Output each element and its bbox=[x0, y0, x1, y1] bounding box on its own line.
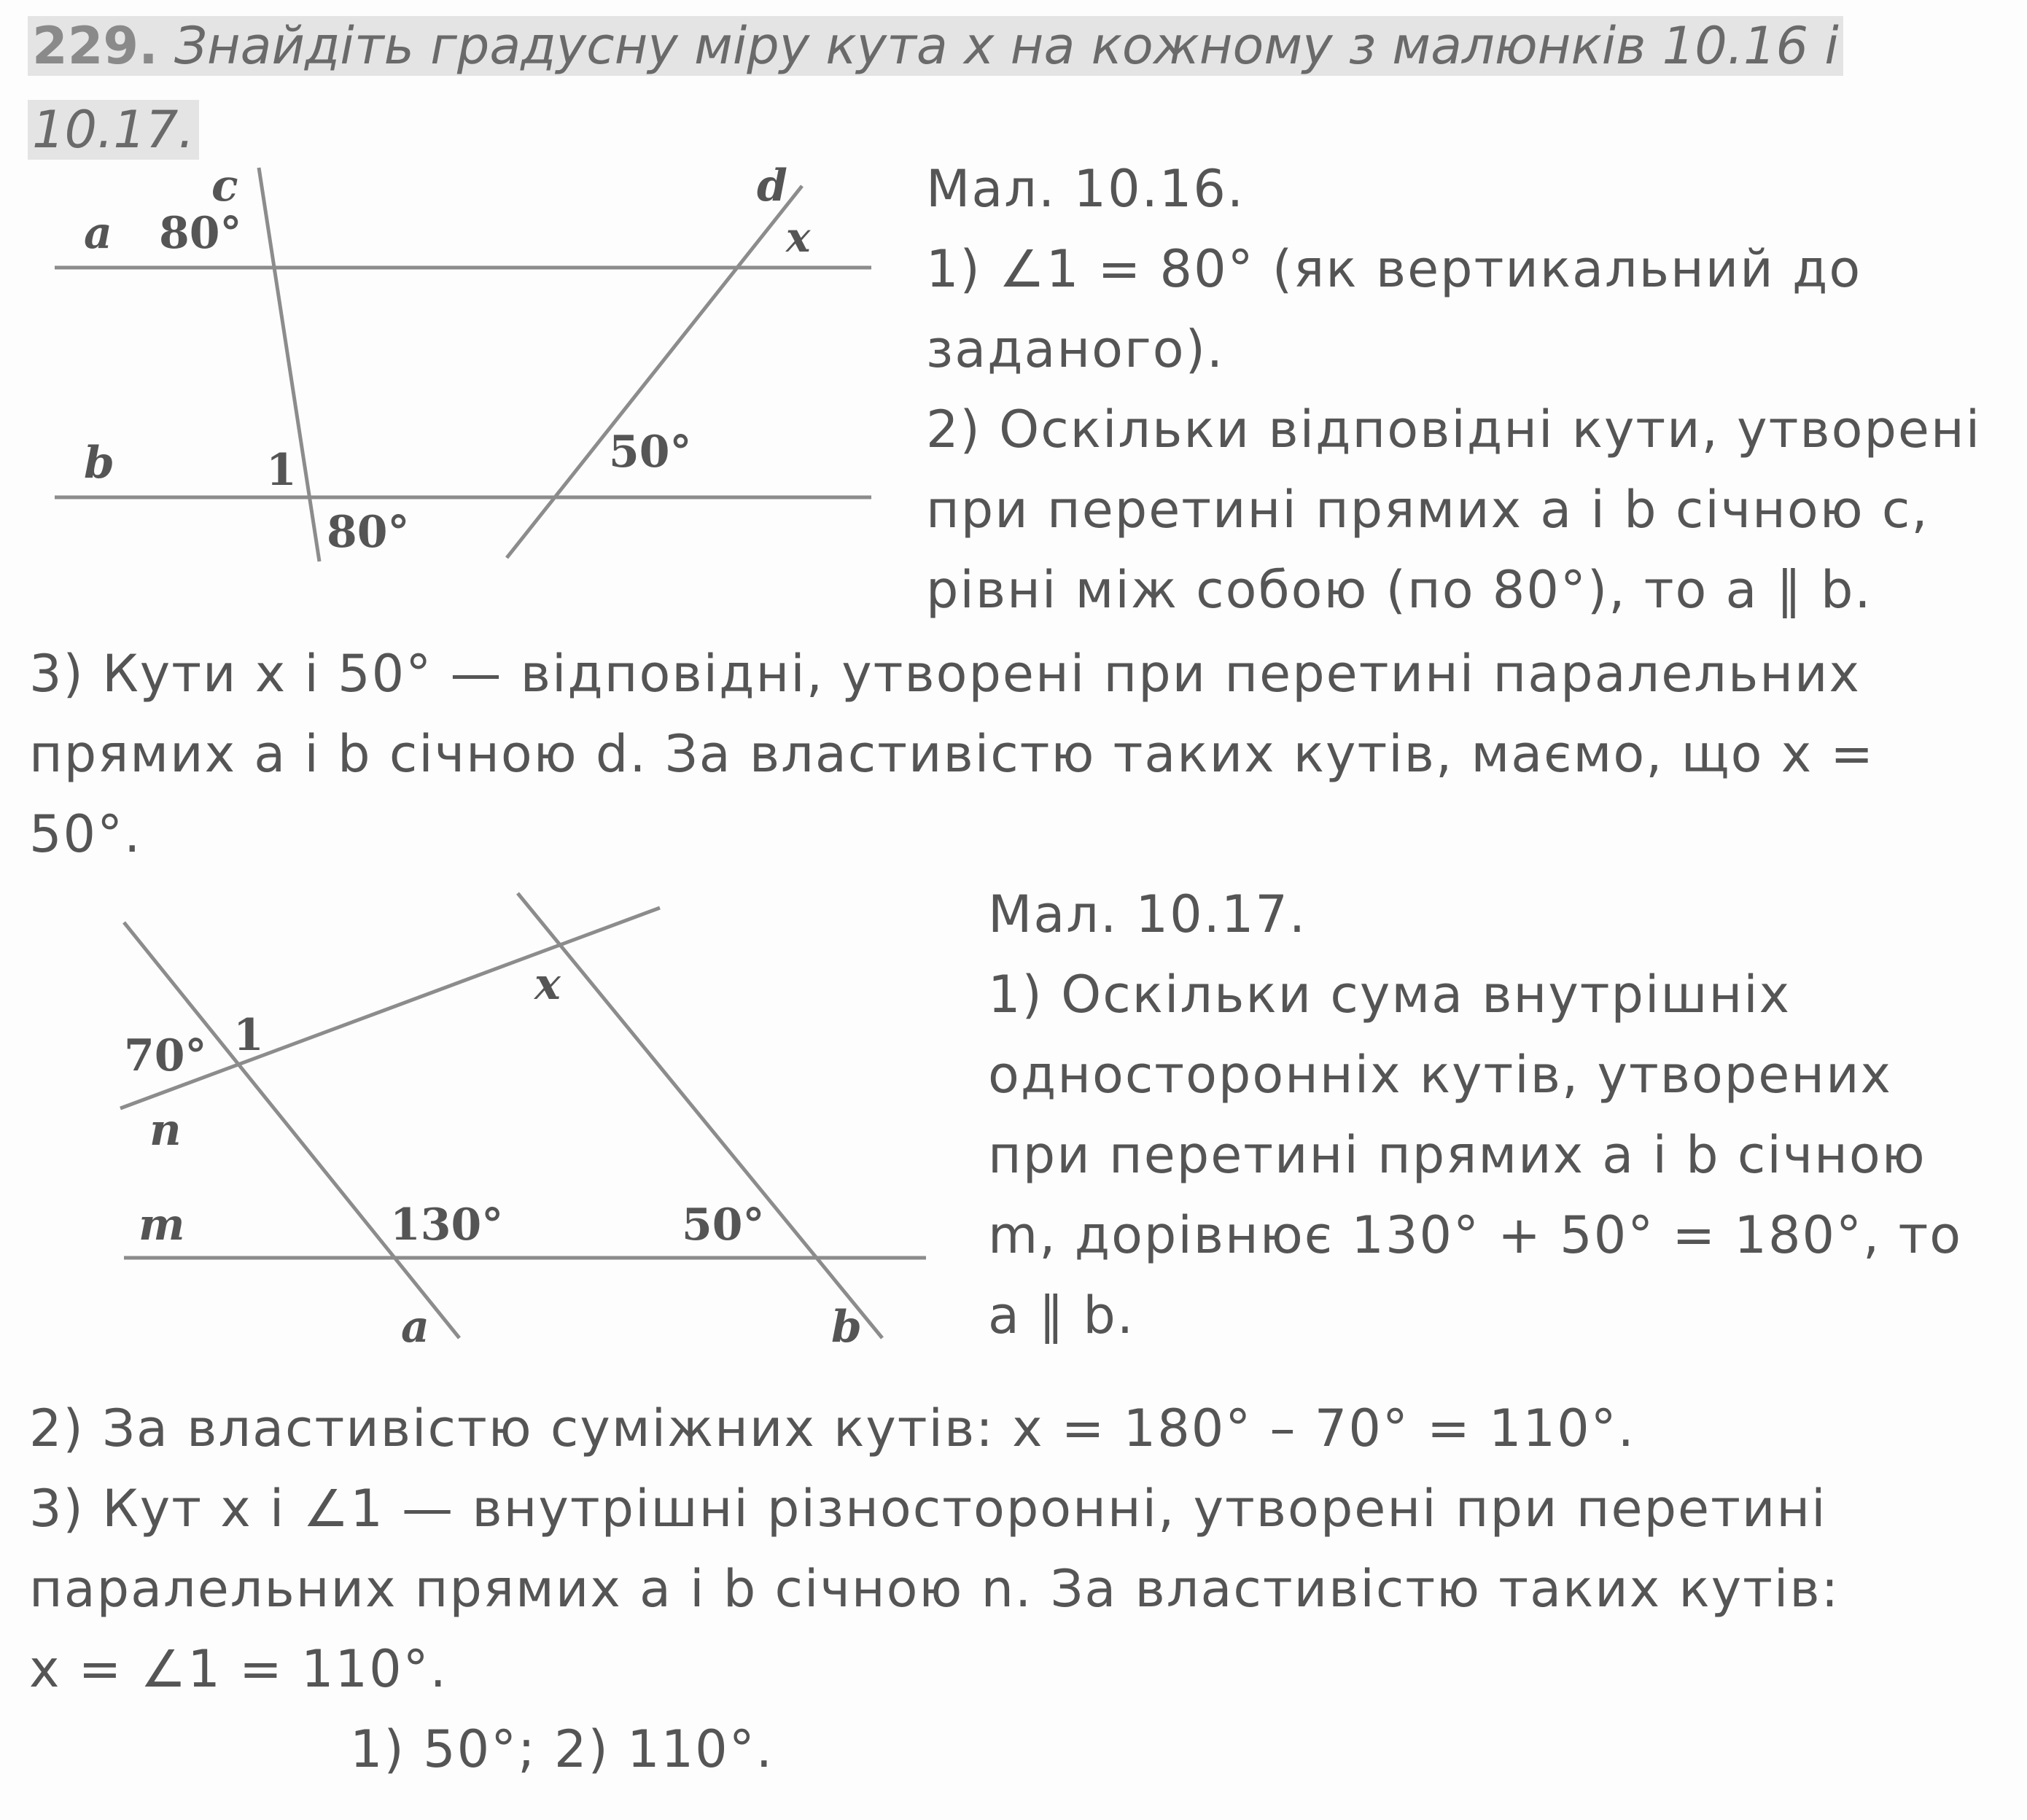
fig17-solution-line-2: 1) Оскільки сума внутрішніх bbox=[988, 965, 1791, 1024]
fig16-secant-d bbox=[507, 186, 802, 558]
fig17-label-b: b bbox=[831, 1302, 862, 1353]
fig17-continuation-line-1: 2) За властивістю суміжних кутів: x = 180° – 70° = 110°. bbox=[29, 1399, 1635, 1458]
fig16-solution-line-5: при перетині прямих a і b січною c, bbox=[926, 480, 1929, 540]
answer: 1) 50°; 2) 110°. bbox=[350, 1719, 774, 1779]
fig16-secant-c bbox=[259, 168, 319, 561]
problem-text: Знайдіть градусну міру кута x на кожному з малюнків 10.16 і 10.17. bbox=[32, 16, 1839, 160]
fig17-angle-50: 50° bbox=[682, 1199, 765, 1251]
fig16-label-d: d bbox=[757, 160, 787, 211]
fig17-continuation-line-2: 3) Кут x і ∠1 — внутрішні різносторонні, утворені при перетині bbox=[29, 1479, 1827, 1539]
fig17-angle-130: 130° bbox=[390, 1199, 504, 1251]
fig17-angle-70: 70° bbox=[124, 1030, 207, 1081]
fig17-continuation-line-4: x = ∠1 = 110°. bbox=[29, 1639, 448, 1699]
figure-10-16 bbox=[44, 153, 882, 576]
fig17-label-x: x bbox=[534, 959, 561, 1010]
fig17-solution-line-3: односторонніх кутів, утворених bbox=[988, 1045, 1892, 1105]
fig17-solution-line-1: Мал. 10.17. bbox=[988, 884, 1307, 944]
problem-statement bbox=[28, 4, 2011, 172]
fig17-solution-line-4: при перетині прямих a і b січною bbox=[988, 1125, 1926, 1185]
fig16-continuation-line-1: 3) Кути x і 50° — відповідні, утворені при перетині паралельних bbox=[29, 644, 1861, 704]
fig17-label-a: a bbox=[401, 1302, 429, 1353]
fig17-solution-line-6: a ∥ b. bbox=[988, 1286, 1135, 1345]
fig16-bottom-angle: 80° bbox=[327, 507, 410, 558]
fig16-solution-line-4: 2) Оскільки відповідні кути, утворені bbox=[926, 400, 1982, 459]
fig16-label-x: x bbox=[786, 214, 811, 262]
fig16-continuation-line-3: 50°. bbox=[29, 804, 142, 864]
fig16-top-angle: 80° bbox=[159, 208, 242, 259]
fig16-solution-line-6: рівні між собою (по 80°), то a ∥ b. bbox=[926, 560, 1872, 620]
fig17-angle-1: 1 bbox=[233, 1010, 264, 1061]
fig17-continuation-line-3: паралельних прямих a і b січною n. За властивістю таких кутів: bbox=[29, 1559, 1840, 1619]
fig16-solution-line-1: Мал. 10.16. bbox=[926, 159, 1245, 219]
fig17-label-n: n bbox=[149, 1105, 182, 1156]
fig16-solution-line-2: 1) ∠1 = 80° (як вертикальний до bbox=[926, 239, 1862, 299]
fig17-solution-line-5: m, дорівнює 130° + 50° = 180°, то bbox=[988, 1205, 1963, 1265]
fig16-label-a: a bbox=[84, 208, 112, 259]
fig16-label-c: c bbox=[211, 160, 238, 211]
fig17-label-m: m bbox=[139, 1199, 185, 1251]
problem-number: 229. bbox=[32, 16, 158, 76]
fig16-label-b: b bbox=[84, 438, 114, 489]
fig16-angle-1: 1 bbox=[266, 445, 297, 496]
fig16-solution-line-3: заданого). bbox=[926, 319, 1225, 379]
fig16-continuation-line-2: прямих a і b січною d. За властивістю таких кутів, маємо, що x = bbox=[29, 724, 1875, 784]
figure-10-17 bbox=[109, 882, 941, 1364]
fig16-angle-50: 50° bbox=[609, 427, 692, 478]
fig17-secant-b bbox=[518, 893, 882, 1338]
